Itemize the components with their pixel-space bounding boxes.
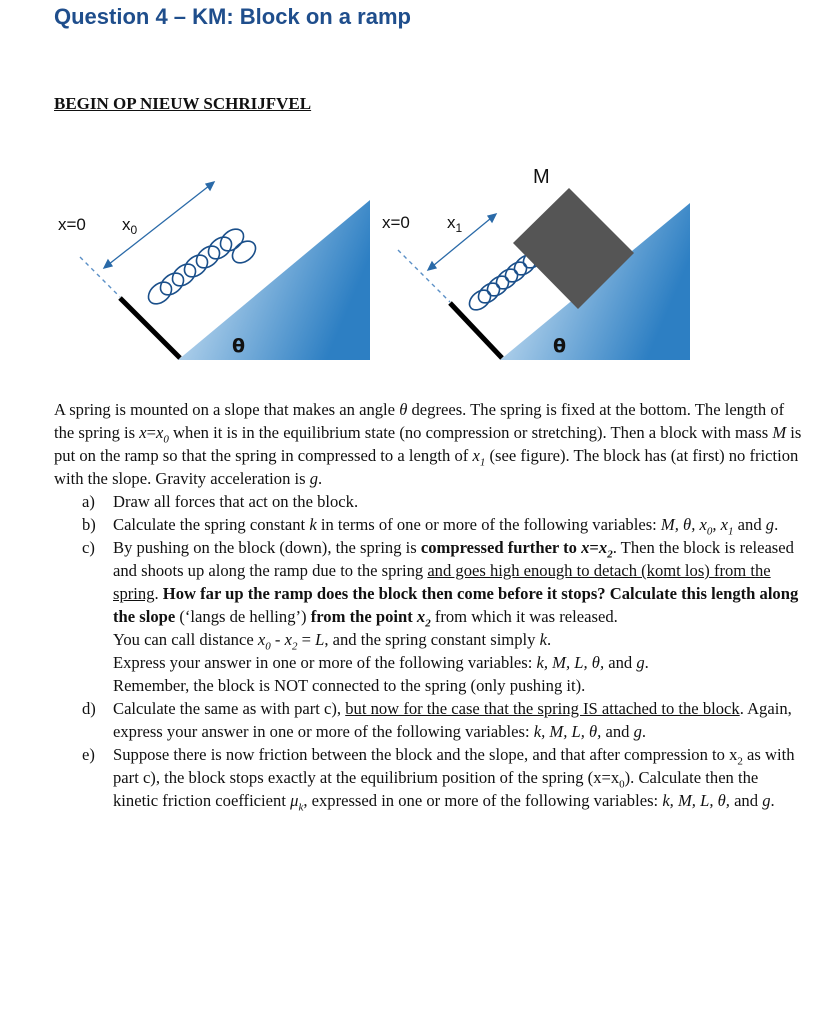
left-dashed-guide bbox=[80, 257, 120, 297]
left-angle-label: θ bbox=[232, 335, 246, 357]
section-subheading: BEGIN OP NIEUW SCHRIJFVEL bbox=[54, 94, 312, 113]
sub-questions bbox=[54, 490, 804, 812]
question-a: a) Draw all forces that act on the block. bbox=[82, 492, 359, 511]
question-d: d) Calculate the same as with part c), but now for the case that the spring IS attached to the block. Again, express your answer in one or more of the following variables: k, M, L, θ, and g. bbox=[82, 699, 792, 741]
right-x0-label: x=0 bbox=[382, 213, 410, 232]
left-spring-coils bbox=[144, 225, 259, 309]
left-x0-label: x=0 bbox=[58, 215, 86, 234]
intro-paragraph: A spring is mounted on a slope that makes an angle θ degrees. The spring is fixed at the bottom. The length of the spring is $x=x_0$ when it is in the equilibrium state (no compression or stretching). Then a block with mass M is put on the ramp so that the spring in compressed to a length of $x_1$ (see figure). The block has (at first) no friction with the slope. Gravity acceleration is g. bbox=[54, 400, 802, 488]
right-angle-label: θ bbox=[553, 335, 567, 357]
right-x1-label: $x_1$ bbox=[447, 213, 463, 235]
left-xnot-label: $x_0$ bbox=[122, 215, 138, 237]
question-body bbox=[54, 398, 804, 812]
ramp-figure bbox=[0, 150, 817, 375]
left-ramp bbox=[178, 200, 370, 360]
page-title: Question 4 – KM: Block on a ramp bbox=[54, 4, 411, 29]
question-c: c) By pushing on the block (down), the spring is compressed further to $x=x_2$. Then the block is released and shoots up along the ramp due to the spring and goes high enough to detach (komt los) from the spring. How far up the ramp does the block then come before it stops? Calculate this length along the slope (‘langs de helling’) from the point $x_2$ from which it was released. You can call distance $x_0 - x_2 = L$, and the spring constant simply k. Express your answer in one or more of the following variables: k, M, L, θ, and g. Remember, the block is NOT connected to the spring (only pushing it). bbox=[82, 538, 799, 695]
mass-label: M bbox=[533, 166, 550, 188]
question-e: e) Suppose there is now friction between the block and the slope, and that after compression to $x_2$ as with part c), the block stops exactly at the equilibrium position of the spring $(x=x_0)$. Calculate then the kinetic friction coefficient $\mu_k$, expressed in one or more of the following variables: k, M, L, θ, and g. bbox=[82, 745, 795, 814]
left-wall bbox=[120, 298, 180, 358]
question-b: b) Calculate the spring constant k in terms of one or more of the following variables: M, θ, $x_0$, $x_1$ and g. bbox=[82, 515, 779, 538]
right-wall bbox=[450, 303, 502, 358]
